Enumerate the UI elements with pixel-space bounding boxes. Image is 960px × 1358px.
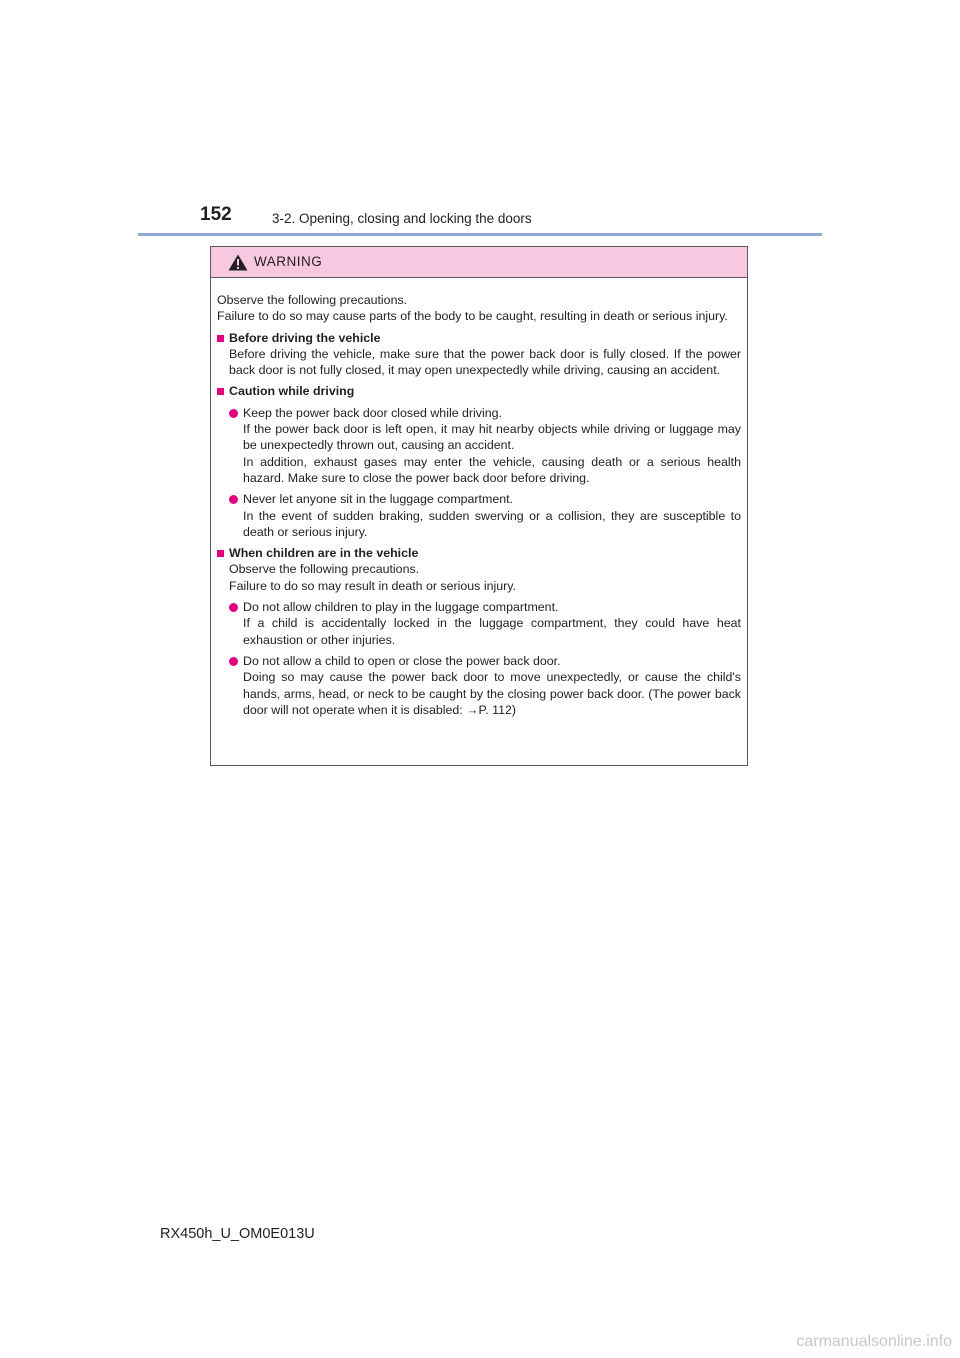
bullet-item [217, 405, 741, 486]
header-rule [138, 233, 822, 236]
bullet-line: In addition, exhaust gases may enter the vehicle, causing death or a serious health hazard. Make sure to close the power back door before driving. [243, 454, 741, 485]
page-header [138, 204, 822, 236]
bullet-item [217, 491, 741, 540]
section-text: Before driving the vehicle, make sure that the power back door is fully closed. If the power back door is not fully closed, it may open unexpectedly while driving, causing an accident. [229, 346, 741, 378]
circle-bullet-icon [229, 603, 238, 612]
page-number: 152 [200, 204, 232, 225]
bullet-line: Doing so may cause the power back door to move unexpectedly, or cause the child's hands, arms, head, or neck to be caught by the closing power back door. (The power back door will not operate when it is disabled: →P. 112) [243, 670, 741, 717]
section-heading [217, 545, 741, 561]
section-title: 3-2. Opening, closing and locking the doors [272, 211, 532, 226]
square-bullet-icon [217, 550, 224, 557]
warning-triangle-icon [228, 254, 248, 271]
intro-line: Failure to do so may cause parts of the body to be caught, resulting in death or serious injury. [217, 309, 728, 324]
warning-header [211, 247, 747, 278]
warning-box [210, 246, 748, 766]
warning-body [211, 278, 747, 718]
bullet-line: Never let anyone sit in the luggage compartment. [243, 492, 513, 507]
bullet-line: Do not allow children to play in the luggage compartment. [243, 600, 559, 615]
bullet-line: If a child is accidentally locked in the luggage compartment, they could have heat exhaustion or other injuries. [243, 616, 741, 647]
circle-bullet-icon [229, 657, 238, 666]
square-bullet-icon [217, 388, 224, 395]
warning-title: WARNING [254, 254, 323, 269]
section-heading-text: When children are in the vehicle [229, 546, 419, 561]
bullet-line: Do not allow a child to open or close the power back door. [243, 653, 561, 668]
section-text: Observe the following precautions. [229, 562, 420, 577]
manual-code: RX450h_U_OM0E013U [160, 1226, 315, 1242]
section-heading [217, 330, 741, 346]
square-bullet-icon [217, 335, 224, 342]
section-heading [217, 383, 741, 399]
watermark: carmanualsonline.info [796, 1333, 952, 1350]
bullet-item [217, 599, 741, 648]
bullet-item [217, 653, 741, 718]
bullet-line: In the event of sudden braking, sudden swerving or a collision, they are susceptible to death or serious injury. [243, 508, 741, 539]
circle-bullet-icon [229, 409, 238, 418]
section-heading-text: Caution while driving [229, 384, 355, 399]
circle-bullet-icon [229, 495, 238, 504]
section-heading-text: Before driving the vehicle [229, 330, 381, 345]
section-text: Failure to do so may result in death or serious injury. [229, 578, 516, 593]
bullet-line: Keep the power back door closed while driving. [243, 405, 502, 420]
bullet-line: If the power back door is left open, it may hit nearby objects while driving or luggage may be unexpectedly thrown out, causing an accident. [243, 422, 741, 453]
intro-line: Observe the following precautions. [217, 293, 408, 307]
